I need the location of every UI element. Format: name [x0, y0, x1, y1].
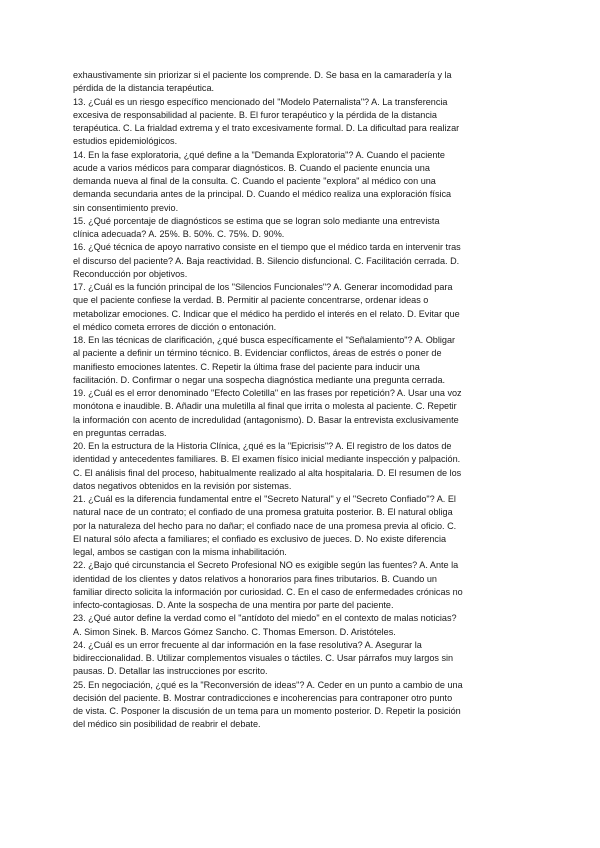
text-line: clínica adecuada? A. 25%. B. 50%. C. 75%. D. 90%. [73, 229, 285, 239]
text-line: 16. ¿Qué técnica de apoyo narrativo consiste en el tiempo que el médico tarda en intervenir tras [73, 242, 461, 253]
text-line: demanda nueva al final de la consulta. C. Cuando el paciente "explora" al médico con una [73, 176, 436, 186]
text-line: 24. ¿Cuál es un error frecuente al dar información en la fase resolutiva? A. Asegurar la [73, 639, 422, 650]
text-line: exhaustivamente sin priorizar si el paciente los comprende. D. Se basa en la camaradería y la [73, 70, 452, 80]
text-line: facilitación. D. Confirmar o negar una sospecha diagnóstica mediante una pregunta cerrada. [73, 374, 446, 385]
text-line: estudios epidemiológicos. [73, 136, 178, 147]
text-line: legal, ambos se castigan con la misma inhabilitación. [73, 547, 287, 557]
text-line: A. Simon Sinek. B. Marcos Gómez Sancho. C. Thomas Emerson. D. Aristóteles. [73, 626, 396, 637]
text-line: excesiva de responsabilidad al paciente. B. El furor terapéutico y la pérdida de la distancia [73, 109, 437, 120]
text-line: 17. ¿Cuál es la función principal de los "Silencios Funcionales"? A. Generar incomodidad para [73, 282, 453, 292]
text-line: al paciente a definir un término técnico. B. Evidenciar conflictos, áreas de estrés o poner de [73, 348, 442, 359]
text-line: por la naturaleza del hecho para no dañar; el confiado nace de una promesa previa al oficio. C. [73, 520, 457, 531]
text-line: 25. En negociación, ¿qué es la "Reconversión de ideas"? A. Ceder en un punto a cambio de una [73, 679, 463, 690]
text-line: sin consentimiento previo. [73, 202, 179, 213]
text-line: en preguntas cerradas. [73, 427, 167, 438]
text-line: identidad y antecedentes familiares. B. El examen físico inicial mediante inspección y palpación. [73, 454, 461, 465]
text-line: El natural sólo afecta a familiares; el confiado es exclusivo de jueces. D. No existe diferencia [73, 533, 447, 544]
text-line: 23. ¿Qué autor define la verdad como el "antídoto del miedo" en el contexto de malas noticias? [73, 613, 457, 624]
text-line: terapéutica. C. La frialdad extrema y el trato excesivamente formal. D. La dificultad para realizar [73, 123, 460, 133]
text-line: metabolizar emociones. C. Indicar que el médico ha perdido el interés en el relato. D. Evitar que [73, 308, 460, 319]
text-line: monótona e inaudible. B. Añadir una muletilla al final que irrita o molesta al paciente. C. Repetir [73, 401, 457, 412]
text-line: el discurso del paciente? A. Baja reactividad. B. Silencio disfuncional. C. Facilitación cerrada. D. [73, 255, 460, 266]
text-line: decisión del paciente. B. Mostrar contradicciones e incoherencias para contraponer otro punto [73, 692, 453, 703]
text-line: 15. ¿Qué porcentaje de diagnósticos se estima que se logran solo mediante una entrevista [73, 215, 440, 226]
text-line: identidad de los clientes y datos relativos a honorarios para fines tributarios. B. Cuando un [73, 573, 437, 584]
text-line: C. El análisis final del proceso, habitualmente realizado al alta hospitalaria. D. El resumen de los [73, 467, 462, 478]
text-line: manifiesto emociones latentes. C. Repetir la última frase del paciente para inducir una [73, 361, 420, 372]
text-line: bidireccionalidad. B. Utilizar complementos visuales o táctiles. C. Usar párrafos muy largos sin [73, 653, 454, 663]
text-line: que el paciente confiese la verdad. B. Permitir al paciente concentrarse, ordenar ideas o [73, 295, 429, 306]
text-line: del médico sin posibilidad de reabrir el debate. [73, 719, 261, 730]
text-line: natural nace de un contrato; el confiado de una promesa gratuita posterior. B. El natural obliga [73, 507, 453, 518]
text-line: 20. En la estructura de la Historia Clínica, ¿qué es la "Epicrisis"? A. El registro de los datos de [73, 441, 452, 451]
text-line: Reconducción por objetivos. [73, 268, 188, 279]
text-line: infecto-contagiosas. D. Ante la sospecha de una mentira por parte del paciente. [73, 600, 394, 610]
text-line: 18. En las técnicas de clarificación, ¿qué busca específicamente el "Señalamiento"? A. Obligar [73, 335, 456, 345]
text-line: 14. En la fase exploratoria, ¿qué define a la "Demanda Exploratoria"? A. Cuando el paciente [73, 149, 445, 160]
text-line: pérdida de la distancia terapéutica. [73, 83, 215, 94]
text-line: familiar directo solicita la información por curiosidad. C. En el caso de enfermedades crónicas no [73, 586, 463, 597]
text-line: acude a varios médicos para comparar diagnósticos. B. Cuando el paciente enuncia una [73, 162, 430, 173]
text-line: datos negativos obtenidos en la revisión por sistemas. [73, 480, 292, 491]
text-line: demanda secundaria antes de la principal. D. Cuando el médico realiza una exploración física [73, 189, 452, 200]
text-line: 21. ¿Cuál es la diferencia fundamental entre el "Secreto Natural" y el "Secreto Confiado"? A. El [73, 494, 456, 504]
text-line: pausas. D. Detallar las instrucciones por escrito. [73, 666, 268, 677]
text-line: la información con acento de incredulidad (antagonismo). D. Basar la entrevista exclusivamente [73, 414, 459, 425]
text-line: 19. ¿Cuál es el error denominado "Efecto Coletilla" en las frases por repetición? A. Usar una voz [73, 388, 462, 398]
text-line: el médico cometa errores de dicción o entonación. [73, 321, 277, 332]
text-line: de vista. C. Posponer la discusión de un tema para un momento posterior. D. Repetir la posición [73, 706, 461, 716]
text-line: 22. ¿Bajo qué circunstancia el Secreto Profesional NO es exigible según las fuentes? A. Ante la [73, 560, 459, 571]
document-body [73, 69, 529, 732]
text-line: 13. ¿Cuál es un riesgo específico mencionado del "Modelo Paternalista"? A. La transferencia [73, 96, 448, 107]
